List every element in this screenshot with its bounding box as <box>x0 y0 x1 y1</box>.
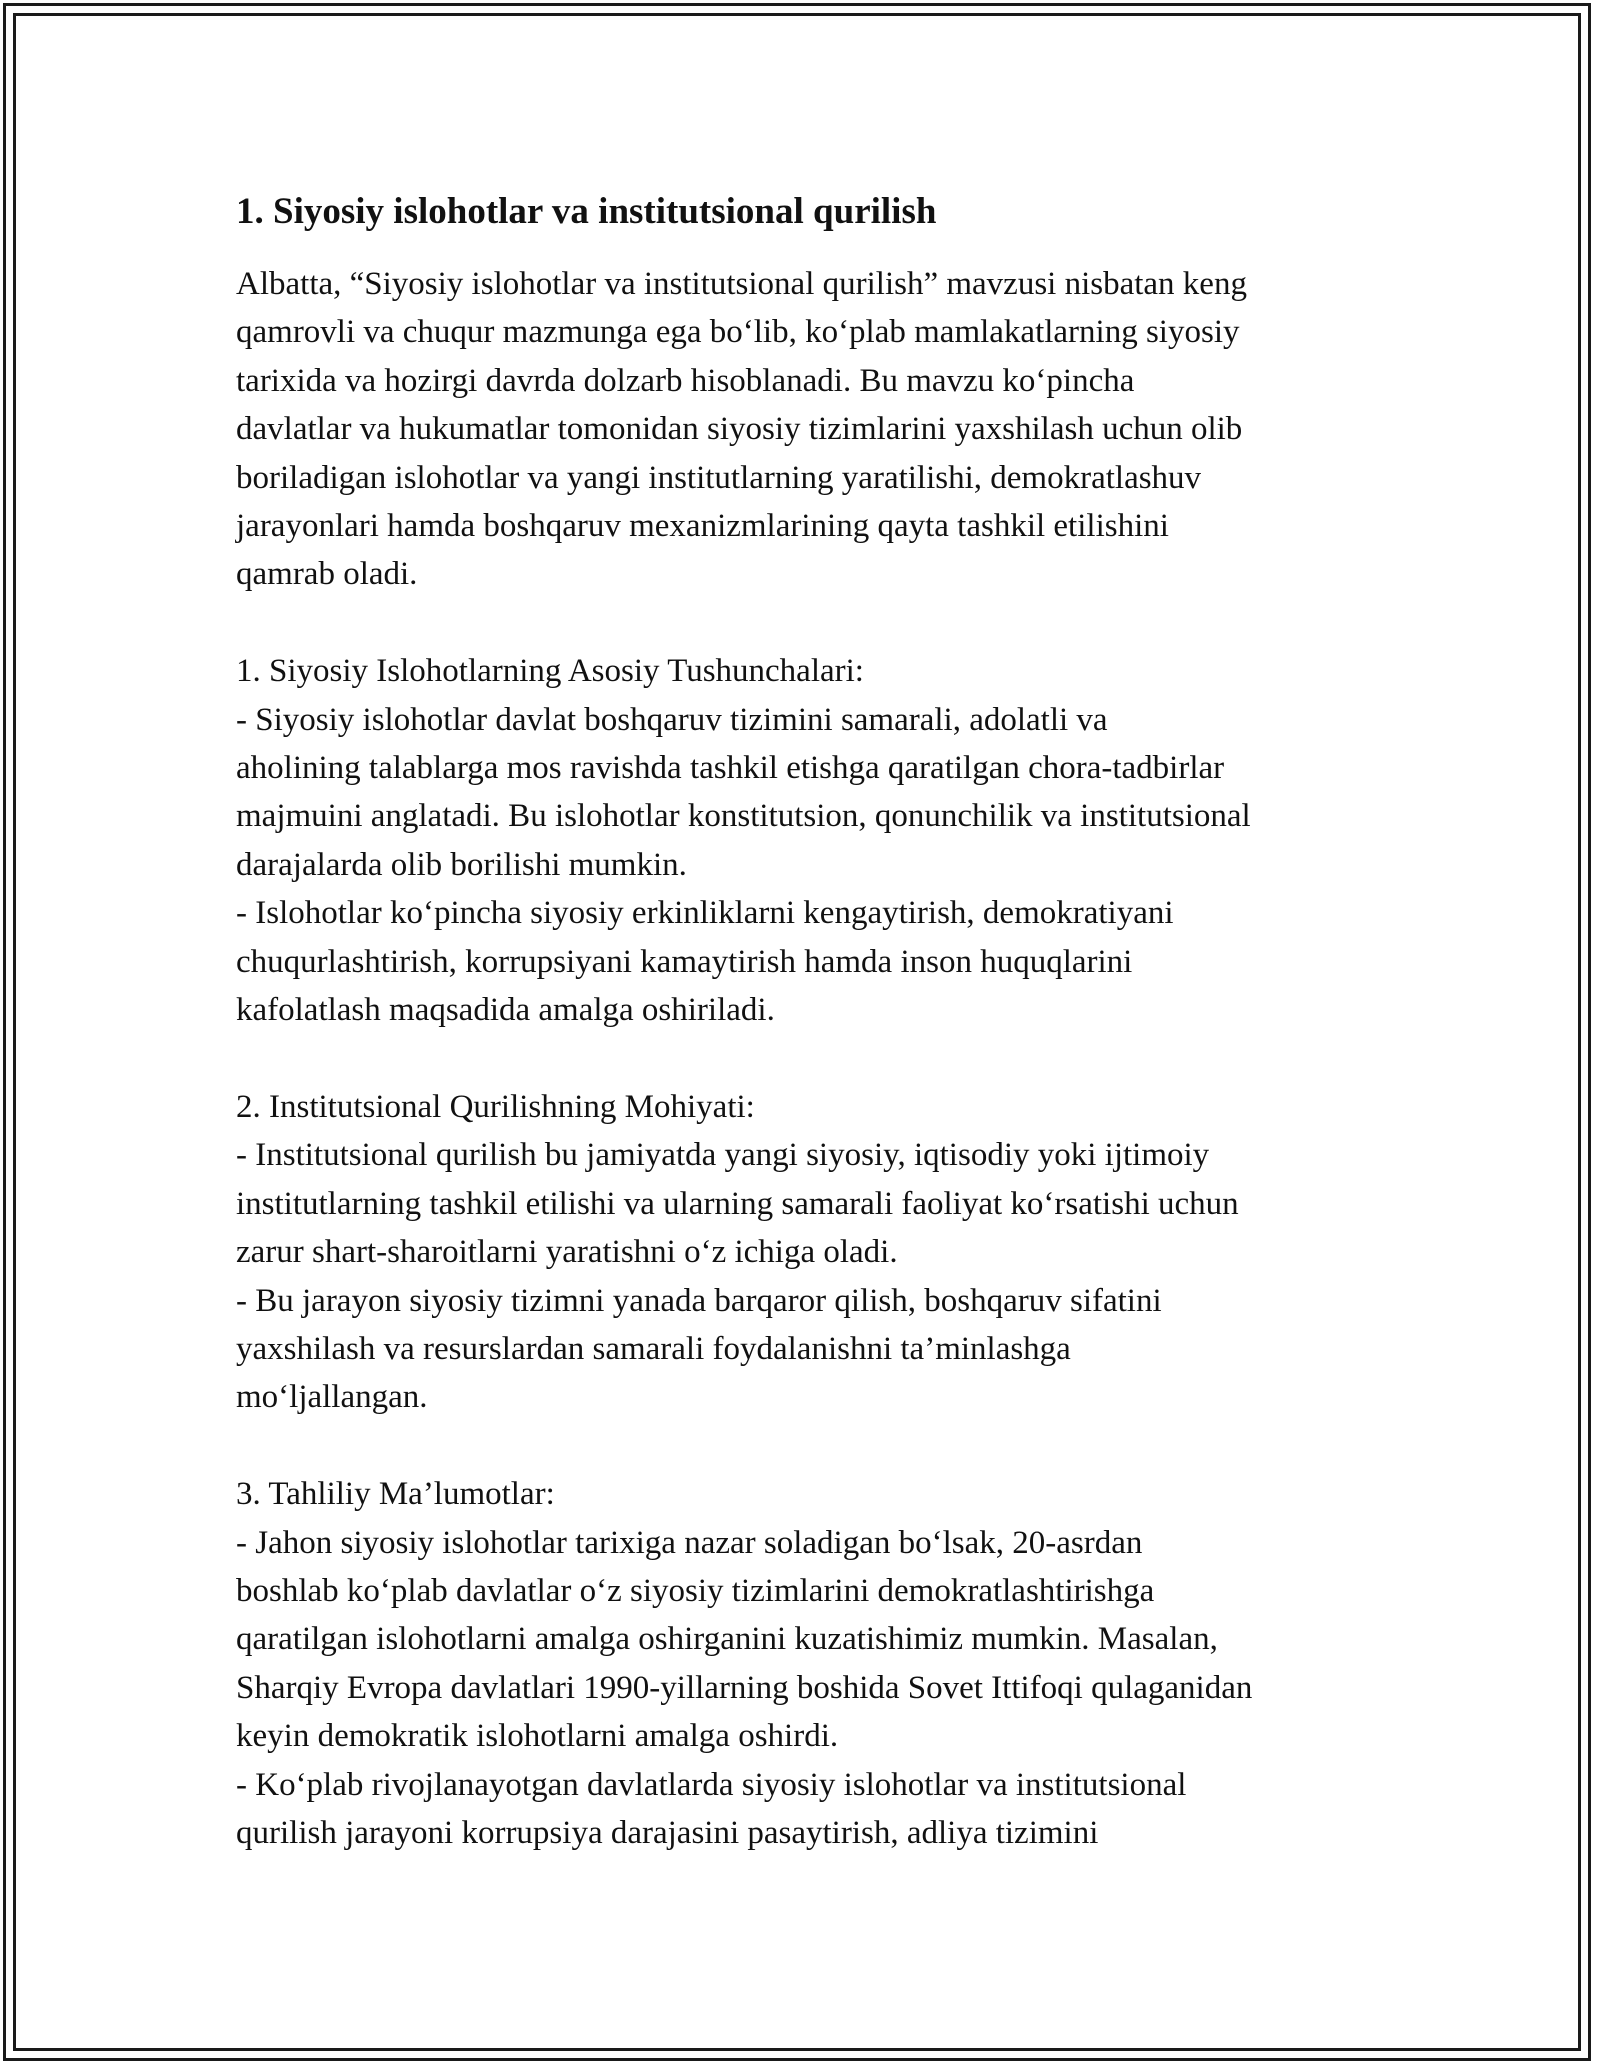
section-heading: 2. Institutsional Qurilishning Mohiyati: <box>236 1088 755 1125</box>
paragraph-spacer <box>236 1422 1386 1470</box>
section-3 <box>236 1470 1386 1857</box>
section-bullet: - Bu jarayon siyosiy tizimni yanada barqaror qilish, boshqaruv sifatini yaxshilash va resurslardan samarali foydalanishni ta’minlashga mo‘ljallangan. <box>236 1282 1162 1416</box>
section-bullet: - Jahon siyosiy islohotlar tarixiga nazar soladigan bo‘lsak, 20-asrdan boshlab ko‘plab davlatlar o‘z siyosiy tizimlarini demokratlashtirishga qaratilgan islohotlarni amalga oshirganini kuzatishimiz mumkin. Masalan, Sharqiy Evropa davlatlari 1990-yillarning boshida Sovet Ittifoqi qulaganidan keyin demokratik islohotlarni amalga oshirdi. <box>236 1524 1253 1755</box>
section-bullet: - Islohotlar ko‘pincha siyosiy erkinliklarni kengaytirish, demokratiyani chuqurlashtirish, korrupsiyani kamaytirish hamda inson huquqlarini kafolatlash maqsadida amalga oshiriladi. <box>236 895 1174 1029</box>
section-bullet: - Ko‘plab rivojlanayotgan davlatlarda siyosiy islohotlar va institutsional qurilish jarayoni korrupsiya darajasini pasaytirish, adliya tizimini <box>236 1766 1187 1851</box>
section-heading: 1. Siyosiy Islohotlarning Asosiy Tushunchalari: <box>236 653 864 690</box>
section-1 <box>236 647 1386 1034</box>
intro-paragraph: Albatta, “Siyosiy islohotlar va institutsional qurilish” mavzusi nisbatan keng qamrovli va chuqur mazmunga ega bo‘lib, ko‘plab mamlakatlarning siyosiy tarixida va hozirgi davrda dolzarb hisoblanadi. Bu mavzu ko‘pincha davlatlar va hukumatlar tomonidan siyosiy tizimlarini yaxshilash uchun olib boriladigan islohotlar va yangi institutlarning yaratilishi, demokratlashuv jarayonlari hamda boshqaruv mexanizmlarining qayta tashkil etilishini qamrab oladi. <box>236 266 1247 593</box>
section-bullet: - Siyosiy islohotlar davlat boshqaruv tizimini samarali, adolatli va aholining talablarga mos ravishda tashkil etishga qaratilgan chora-tadbirlar majmuini anglatadi. Bu islohotlar konstitutsion, qonunchilik va institutsional darajalarda olib borilishi mumkin. <box>236 701 1251 883</box>
paragraph-spacer <box>236 1034 1386 1082</box>
section-bullet: - Institutsional qurilish bu jamiyatda yangi siyosiy, iqtisodiy yoki ijtimoiy institutlarning tashkil etilishi va ularning samarali faoliyat ko‘rsatishi uchun zarur shart-sharoitlarni yaratishni o‘z ichiga oladi. <box>236 1137 1239 1271</box>
paragraph-spacer <box>236 599 1386 647</box>
section-2 <box>236 1083 1386 1422</box>
document-title: 1. Siyosiy islohotlar va institutsional qurilish <box>236 191 937 232</box>
document-body <box>236 186 1386 1857</box>
section-heading: 3. Tahliliy Ma’lumotlar: <box>236 1476 555 1513</box>
